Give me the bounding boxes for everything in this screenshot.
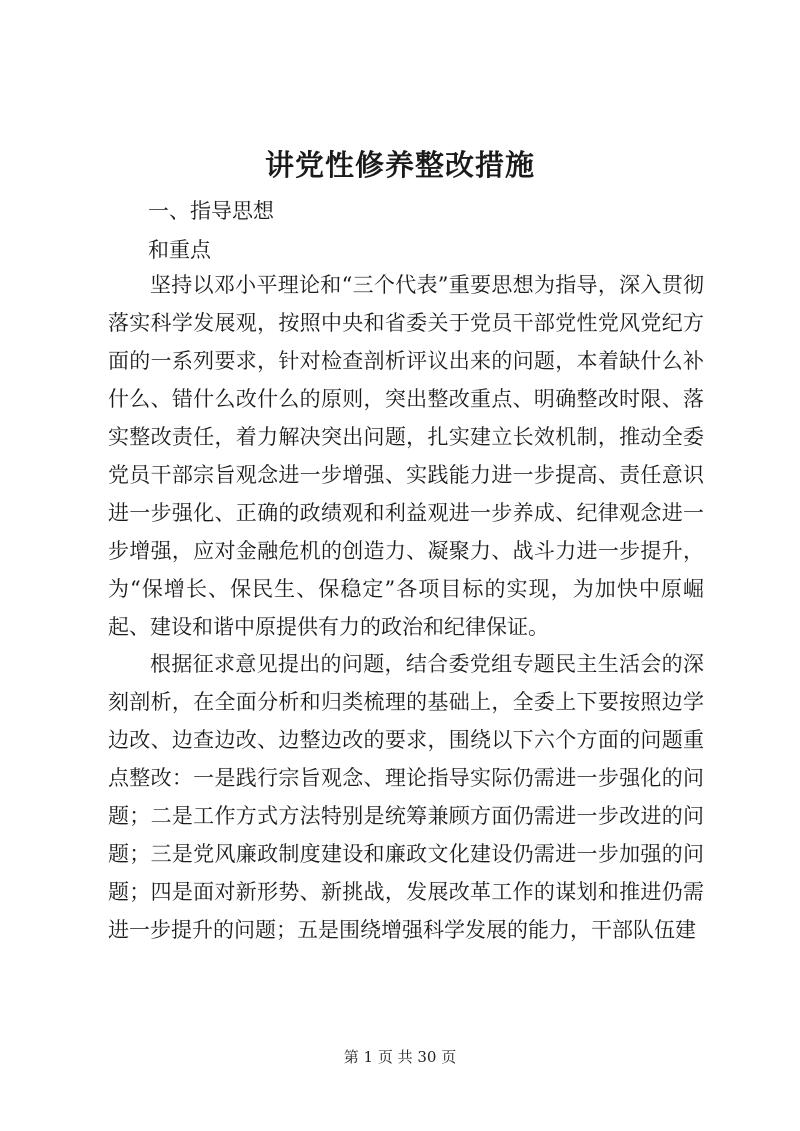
page-number-footer: 第 1 页 共 30 页	[343, 1048, 457, 1066]
section-heading: 一、指导思想	[148, 199, 274, 223]
body-paragraph-guiding-thought: 坚持以邓小平理论和“三个代表”重要思想为指导，深入贯彻落实科学发展观，按照中央和省委关于党员干部党性党风党纪方面的一系列要求，针对检查剖析评议出来的问题，本着缺什么补什么、错什么改什么的原则，突出整改重点、明确整改时限、落实整改责任，着力解决突出问题，扎实建立长效机制，推动全委党员干部宗旨观念进一步增强、实践能力进一步提高、责任意识进一步强化、正确的政绩观和利益观进一步养成、纪律观念进一步增强，应对金融危机的创造力、凝聚力、战斗力进一步提升，为“保增长、保民生、保稳定”各项目标的实现，为加快中原崛起、建设和谐中原提供有力的政治和纪律保证。	[108, 273, 704, 639]
section-subheading: 和重点	[148, 238, 211, 262]
document-title: 讲党性修养整改措施	[264, 148, 535, 182]
body-paragraph-key-issues: 根据征求意见提出的问题，结合委党组专题民主生活会的深刻剖析，在全面分析和归类梳理的基础上，全委上下要按照边学边改、边查边改、边整边改的要求，围绕以下六个方面的问题重点整改：一是践行宗旨观念、理论指导实际仍需进一步强化的问题；二是工作方式方法特别是统筹兼顾方面仍需进一步改进的问题；三是党风廉政制度建设和廉政文化建设仍需进一步加强的问题；四是面对新形势、新挑战，发展改革工作的谋划和推进仍需进一步提升的问题；五是围绕增强科学发展的能力，干部队伍建	[108, 652, 704, 942]
